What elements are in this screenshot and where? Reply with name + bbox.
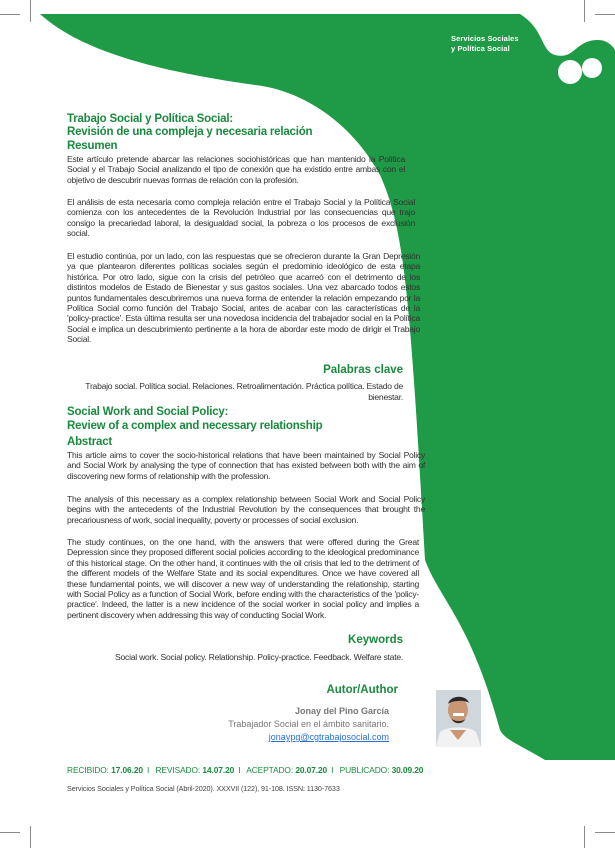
author-role: Trabajador Social en el ámbito sanitario.	[228, 719, 389, 729]
spanish-title: Trabajo Social y Política Social:	[67, 113, 233, 125]
author-heading: Autor/Author	[326, 684, 398, 696]
english-subtitle: Review of a complex and necessary relationship	[67, 420, 323, 432]
crop-mark	[30, 0, 31, 22]
author-name: Jonay del Pino García	[294, 706, 389, 716]
english-paragraph-2: The analysis of this necessary as a complex relationship between Social Work and Social Policy begins with the antecedents of the Industrial Revolution by the consequences that brought the precariousness of work, social inequality, poverty or processes of social exclusion.	[67, 494, 425, 525]
journal-section-line-1: Servicios Sociales	[451, 34, 519, 43]
journal-section-line-2: y Política Social	[451, 44, 510, 53]
english-paragraph-3: The study continues, on the one hand, with the answers that were offered during the Great Depression since they proposed different social policies according to the ideological predominance of this historical stage. On the other hand, it continues with the oil crisis that led to the detriment of the different models of the Welfare State and its social expenditures. Once we have covered all these fundamental points, we will discover a new way of understanding the relationship, starting with Social Policy as a function of Social Work, before ending with the characteristics of the 'policy-practice'. Indeed, the latter is a new incidence of the social worker in social policy and implies a pertinent discovery when addressing this way of conducting Social Work.	[67, 537, 419, 620]
page-number: 91	[538, 781, 552, 795]
spanish-subtitle: Revisión de una compleja y necesaria relación	[67, 126, 313, 138]
spanish-paragraph-2: El análisis de esta necesaria como compleja relación entre el Trabajo Social y la Política Social comienza con los antecedentes de la Revolución Industrial por las consecuencias que trajo consigo la precariedad laboral, la desigualdad social, la pobreza o los procesos de exclusión social.	[67, 197, 415, 239]
crop-mark	[595, 14, 615, 15]
spanish-keywords: Trabajo social. Política social. Relaciones. Retroalimentación. Práctica política. Estado de bienestar.	[85, 381, 403, 402]
received-date: 17.06.20	[111, 765, 143, 775]
reviewed-date: 14.07.20	[202, 765, 235, 775]
author-photo	[436, 690, 481, 747]
reviewed-label: REVISADO:	[155, 765, 201, 775]
crop-mark	[584, 826, 585, 848]
english-paragraph-1: This article aims to cover the socio-historical relations that have been maintained by Social Policy and Social Work by analysing the type of connection that has existed between both with the aim of discovering new forms of relationship with the profession.	[67, 450, 425, 481]
crop-mark	[30, 826, 31, 848]
author-email-link[interactable]: jonaypg@cgtrabajosocial.com	[268, 732, 389, 742]
abstract-heading: Abstract	[67, 436, 113, 448]
received-label: RECIBIDO:	[67, 765, 109, 775]
keywords-heading: Keywords	[348, 634, 403, 646]
spanish-paragraph-3: El estudio continúa, por un lado, con las respuestas que se ofrecieron durante la Gran Depresión ya que plantearon diferentes políticas sociales según el predominio ideológico de esta etapa histórica. Por otro lado, sigue con la crisis del petróleo que acarreó con el detrimento de los distintos modelos de Estado de Bienestar y sus gastos sociales. Una vez abarcado todos estos puntos fundamentales descubriremos una nueva forma de entender la relación empezando por la Política Social como función del Trabajo Social, antes de acabar con las características de la 'policy-practice'. Esta última resulta ser una novedosa incidencia del trabajador social en la Política Social e implica un descubrimiento pertinente a la hora de abordar este modo de dirigir el Trabajo Social.	[67, 251, 420, 345]
palabras-clave-heading: Palabras clave	[323, 364, 403, 376]
author-photo-illustration	[436, 690, 481, 747]
english-keywords: Social work. Social policy. Relationship. Policy-practice. Feedback. Welfare state.	[115, 652, 403, 662]
english-title: Social Work and Social Policy:	[67, 406, 229, 418]
crop-mark	[0, 14, 20, 15]
crop-mark	[584, 0, 585, 22]
crop-mark	[0, 832, 20, 833]
crop-mark	[595, 832, 615, 833]
published-date: 30.09.20	[391, 765, 424, 775]
article-dates: RECIBIDO: 17.06.20 I REVISADO: 14.07.20 I ACEPTADO: 20.07.20 I PUBLICADO: 30.09.20	[67, 765, 424, 775]
spanish-paragraph-1: Este artículo pretende abarcar las relaciones sociohistóricas que han mantenido la Política Social y el Trabajo Social analizando el tipo de conexión que ha existido entre ambas con el objetivo de descubrir nuevas formas de relación con la profesión.	[67, 154, 405, 185]
published-label: PUBLICADO:	[339, 765, 390, 775]
resumen-heading: Resumen	[67, 140, 118, 152]
accepted-date: 20.07.20	[295, 765, 328, 775]
journal-section-label	[451, 34, 571, 54]
accepted-label: ACEPTADO:	[246, 765, 294, 775]
citation-footer: Servicios Sociales y Política Social (Abril-2020). XXXVII (122), 91-108. ISSN: 1130-7633	[67, 784, 340, 793]
